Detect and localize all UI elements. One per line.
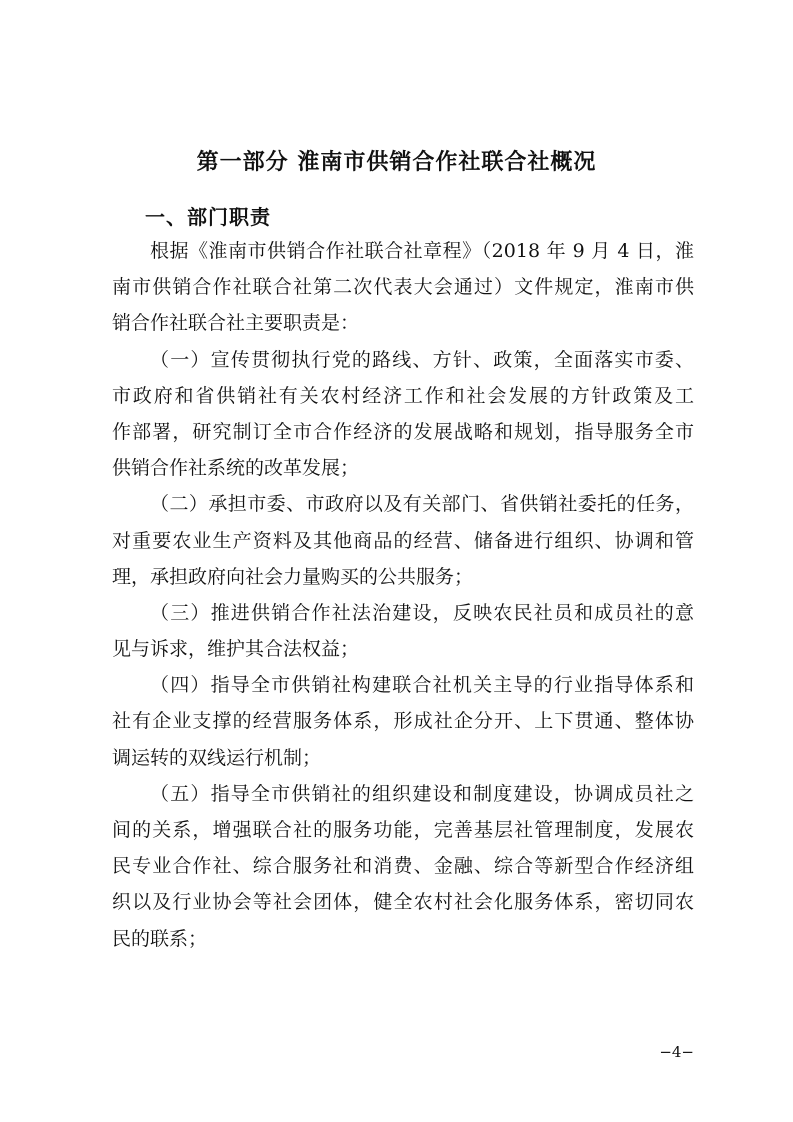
text-line: 理，承担政府向社会力量购买的公共服务； — [112, 565, 474, 588]
text-line: 民的联系； — [112, 927, 208, 950]
text-line: 南市供销合作社联合社第二次代表大会通过）文件规定，淮南市供 — [112, 276, 694, 299]
paragraph-charter-intro — [112, 233, 694, 342]
section-heading: 一、部门职责 — [145, 205, 271, 229]
text-line: 织以及行业协会等社会团体，健全农村社会化服务体系，密切同农 — [112, 891, 694, 914]
text-line: （五）指导全市供销社的组织建设和制度建设，协调成员社之 — [150, 782, 694, 805]
page-title: 第一部分 淮南市供销合作社联合社概况 — [196, 150, 597, 175]
paragraph-duty-1 — [112, 342, 694, 487]
text-line: 市政府和省供销社有关农村经济工作和社会发展的方针政策及工 — [112, 384, 694, 407]
body-text — [112, 233, 694, 957]
text-line: （四）指导全市供销社构建联合社机关主导的行业指导体系和 — [150, 674, 694, 697]
text-line: 民专业合作社、综合服务社和消费、金融、综合等新型合作经济组 — [112, 855, 694, 878]
text-line: 根据《淮南市供销合作社联合社章程》（2018 年 9 月 4 日，淮 — [150, 240, 694, 262]
text-line: （三）推进供销合作社法治建设，反映农民社员和成员社的意 — [150, 601, 694, 624]
text-line: （一）宣传贯彻执行党的路线、方针、政策，全面落实市委、 — [150, 348, 694, 371]
text-line: 社有企业支撑的经营服务体系，形成社企分开、上下贯通、整体协 — [112, 710, 694, 733]
text-line: （二）承担市委、市政府以及有关部门、省供销社委托的任务， — [150, 493, 694, 516]
paragraph-duty-4 — [112, 667, 694, 776]
paragraph-duty-2 — [112, 486, 694, 595]
page-number: −4− — [659, 1043, 694, 1061]
text-line: 对重要农业生产资料及其他商品的经营、储备进行组织、协调和管 — [112, 529, 694, 552]
text-line: 调运转的双线运行机制； — [112, 746, 322, 769]
paragraph-duty-5 — [112, 776, 694, 957]
text-line: 作部署，研究制订全市合作经济的发展战略和规划，指导服务全市 — [112, 420, 694, 443]
text-line: 见与诉求，维护其合法权益； — [112, 638, 360, 661]
text-line: 间的关系，增强联合社的服务功能，完善基层社管理制度，发展农 — [112, 819, 694, 841]
text-line: 供销合作社系统的改革发展； — [112, 457, 360, 480]
paragraph-duty-3 — [112, 595, 694, 667]
text-line: 销合作社联合社主要职责是： — [112, 312, 360, 335]
